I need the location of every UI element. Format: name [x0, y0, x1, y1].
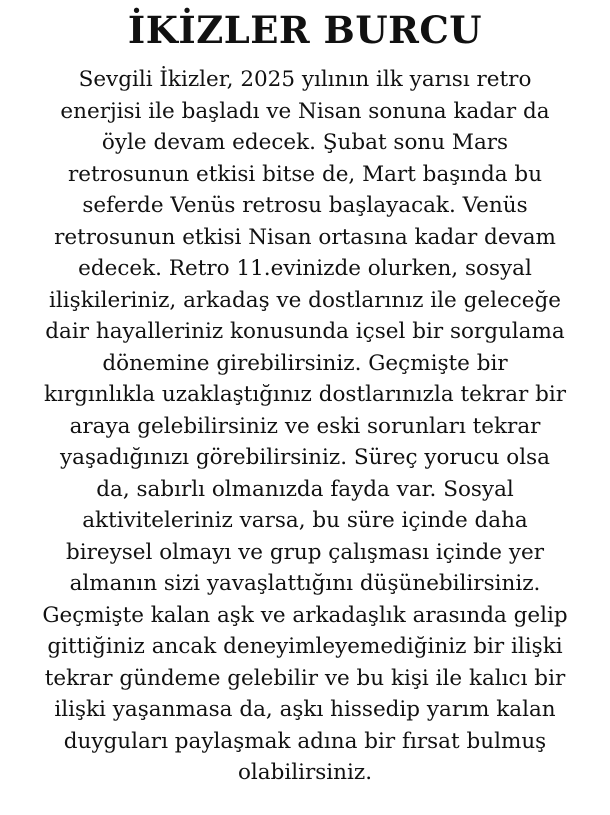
text-line: da, sabırlı olmanızda fayda var. Sosyal — [96, 476, 514, 502]
text-line: ilişkileriniz, arkadaş ve dostlarınız ile geleceğe — [49, 287, 561, 313]
text-line: retrosunun etkisi Nisan ortasına kadar devam — [54, 224, 556, 250]
text-line: retrosunun etkisi bitse de, Mart başında bu — [67, 161, 543, 187]
text-line: araya gelebilirsiniz ve eski sorunları tekrar — [69, 413, 541, 439]
text-line: yaşadığınızı görebilirsiniz. Süreç yorucu olsa — [60, 445, 550, 470]
text-line: seferde Venüs retrosu başlayacak. Venüs — [82, 193, 528, 218]
text-line: olabilirsiniz. — [237, 760, 373, 785]
text-line: Sevgili İkizler, 2025 yılının ilk yarısı retro — [78, 67, 532, 92]
text-line: kırgınlıkla uzaklaştığınız dostlarınızla tekrar bir — [43, 382, 567, 407]
horoscope-text — [18, 64, 592, 789]
text-line: tekrar gündeme gelebilir ve bu kişi ile kalıcı bir — [44, 665, 566, 691]
text-line: ilişki yaşanmasa da, aşkı hissedip yarım kalan — [54, 697, 556, 722]
text-line: bireysel olmayı ve grup çalışması içinde yer — [65, 539, 545, 565]
text-line: almanın sizi yavaşlattığını düşünebilirsiniz. — [69, 571, 541, 596]
page-title: İKİZLER BURCU — [127, 8, 483, 52]
text-line: dair hayalleriniz konusunda içsel bir sorgulama — [45, 319, 565, 344]
text-line: enerjisi ile başladı ve Nisan sonuna kadar da — [60, 98, 550, 124]
text-line: aktiviteleriniz varsa, bu süre içinde daha — [82, 508, 528, 533]
text-line: öyle devam edecek. Şubat sonu Mars — [101, 130, 509, 155]
text-line: Geçmişte kalan aşk ve arkadaşlık arasında gelip — [42, 602, 568, 628]
text-line: duyguları paylaşmak adına bir fırsat bulmuş — [63, 728, 547, 754]
text-line: gittiğiniz ancak deneyimleyemediğiniz bir ilişki — [47, 634, 563, 659]
text-line: dönemine girebilirsiniz. Geçmişte bir — [102, 350, 508, 376]
text-line: edecek. Retro 11.evinizde olurken, sosyal — [78, 256, 532, 281]
